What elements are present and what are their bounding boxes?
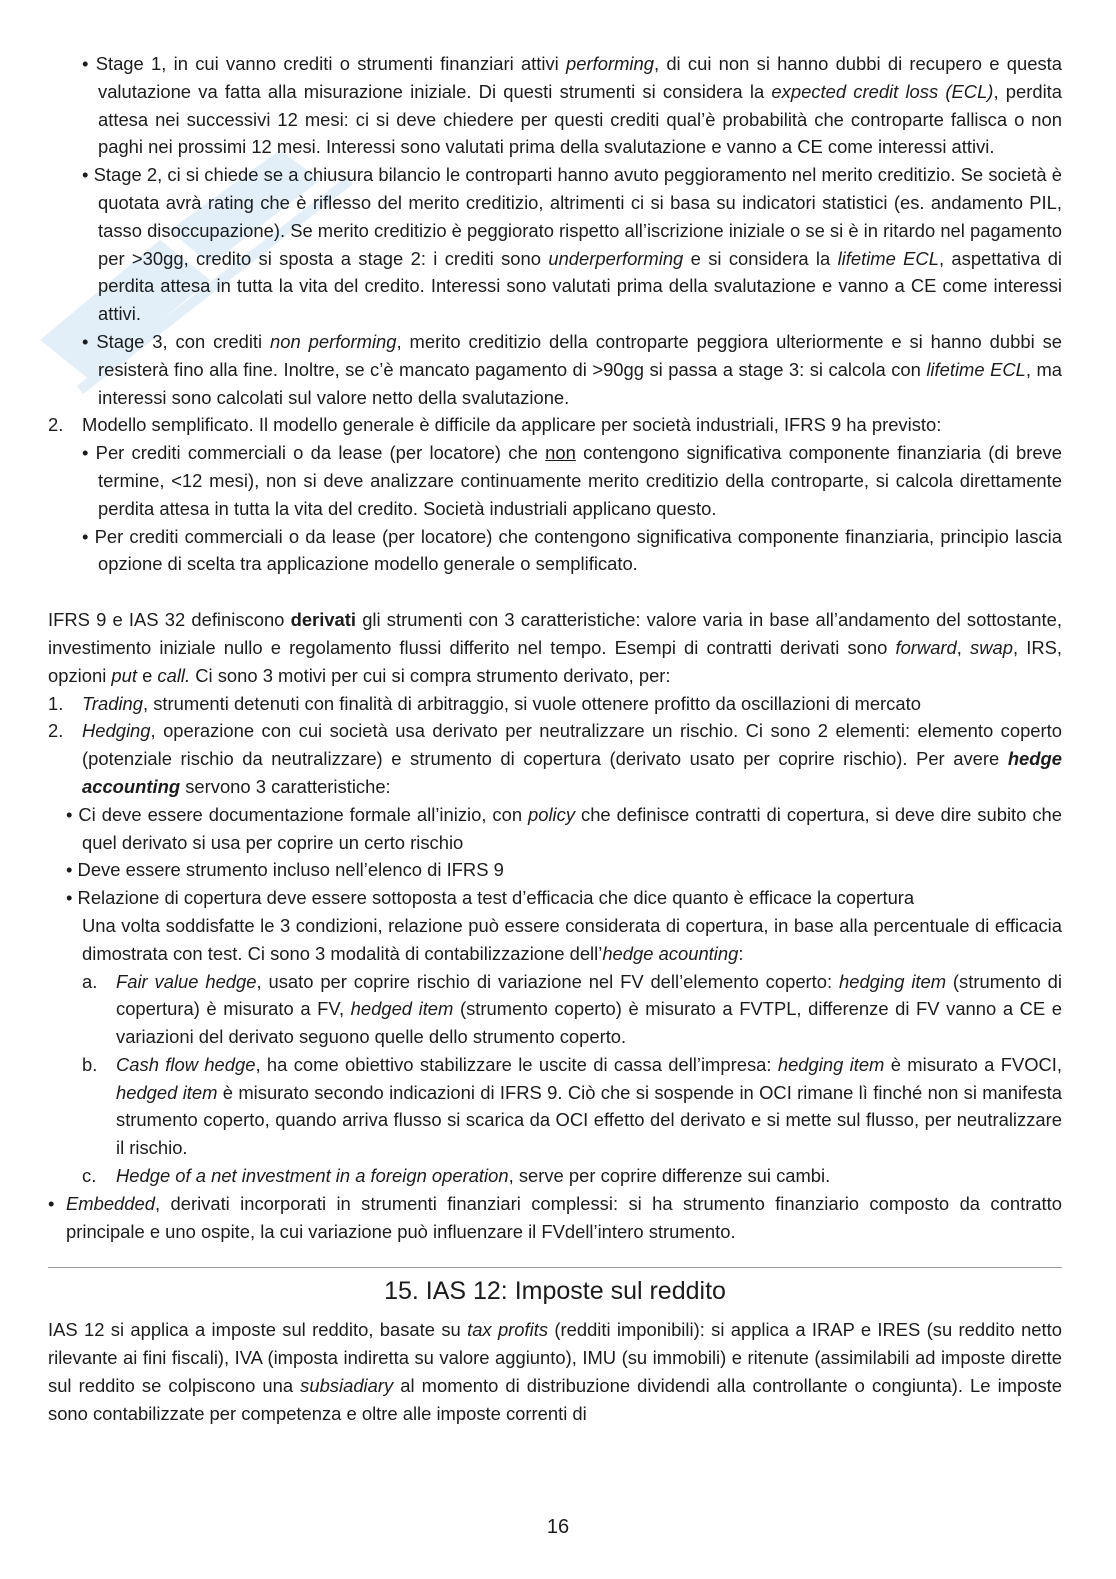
fair-value-hedge-item: a. Fair value hedge, usato per coprire rischio di variazione nel FV dell’elemento coperto: hedging item (strumento di copertura) è misurato a FV, hedged item (strumento coperto) è misurato a FVTPL, differenze di FV vanno a CE e variazioni del derivato seguono quelle dello strumento coperto. bbox=[82, 970, 1063, 1048]
condition-bullet-3: • Relazione di copertura deve essere sottoposta a test d’efficacia che dice quanto è efficace la copertura bbox=[66, 887, 915, 909]
section-heading: 15. IAS 12: Imposte sul reddito bbox=[384, 1277, 726, 1306]
ias12-paragraph: IAS 12 si applica a imposte sul reddito, basate su tax profits (redditi imponibili): si applica a IRAP e IRES (su reddito netto rilevante ai fini fiscali), IVA (imposta indiretta su valore aggiunto), IMU (su immobili) e ritenute (assimilabili ad imposte dirette sul reddito se colpiscono una subsiadiary al momento di distribuzione dividendi alla controllante o congiunta). Le imposte sono contabilizzate per competenza e oltre alle imposte correnti di bbox=[48, 1319, 1062, 1424]
net-investment-hedge-item: c. Hedge of a net investment in a foreign operation, serve per coprire differenze sui cambi. bbox=[82, 1165, 831, 1187]
condition-bullet-2: • Deve essere strumento incluso nell’elenco di IFRS 9 bbox=[66, 859, 504, 881]
condition-bullet-1: • Ci deve essere documentazione formale all’inizio, con policy che definisce contratti di copertura, si deve dire subito che quel derivato si usa per coprire un certo rischio bbox=[66, 803, 1062, 853]
page-number: 16 bbox=[546, 1516, 570, 1538]
cash-flow-hedge-item: b. Cash flow hedge, ha come obiettivo stabilizzare le uscite di cassa dell’impresa: hedging item è misurato a FVOCI, hedged item è misurato secondo indicazioni di IFRS 9. Ciò che si sospende in OCI rimane lì finché non si manifesta strumento coperto, quando arriva flusso si scarica da OCI effetto del derivato e si mette sul flusso, per neutralizzare il rischio. bbox=[82, 1053, 1063, 1159]
una-volta-paragraph: Una volta soddisfatte le 3 condizioni, relazione può essere considerata di copertura, in base alla percentuale di efficacia dimostrata con test. Ci sono 3 modalità di contabilizzazione dell’hedge acounting: bbox=[82, 914, 1062, 964]
embedded-bullet: • Embedded, derivati incorporati in strumenti finanziari complessi: si ha strumento finanziario composto da contratto principale e uno ospite, la cui variazione può influenzare il FVdell’intero strumento. bbox=[48, 1192, 1062, 1242]
semplificato-bullet-1: • Per crediti commerciali o da lease (per locatore) che non contengono significativa componente finanziaria (di breve termine, <12 mesi), non si deve analizzare continuamente merito creditizio della controparte, si calcola direttamente perdita attesa in tutta la vita del credito. Società industriali applicano questo. bbox=[82, 442, 1062, 519]
derivati-paragraph: IFRS 9 e IAS 32 definiscono derivati gli strumenti con 3 caratteristiche: valore varia in base all’andamento del sottostante, investimento iniziale nullo e regolamento flussi differito nel tempo. Esempi di contratti derivati sono forward, swap, IRS, opzioni put e call. Ci sono 3 motivi per cui si compra strumento derivato, per: bbox=[48, 609, 1062, 686]
hedging-item: 2. Hedging, operazione con cui società usa derivato per neutralizzare un rischio. Ci sono 2 elementi: elemento coperto (potenziale rischio da neutralizzare) e strumento di copertura (derivato usato per coprire rischio). Per avere hedge accounting servono 3 caratteristiche: bbox=[48, 720, 1062, 797]
section-divider bbox=[48, 1267, 1062, 1268]
document-page bbox=[48, 50, 1062, 1428]
stage1-bullet: • Stage 1, in cui vanno crediti o strumenti finanziari attivi performing, di cui non si hanno dubbi di recupero e questa valutazione va fatta alla misurazione iniziale. Di questi strumenti si considera la expected credit loss (ECL), perdita attesa nei successivi 12 mesi: ci si deve chiedere per questi crediti qual’è probabilità che controparte fallisca o non paghi nei prossimi 12 mesi. Interessi sono valutati prima della svalutazione e vanno a CE come interessi attivi. bbox=[82, 53, 1063, 158]
stage3-bullet: • Stage 3, con crediti non performing, merito creditizio della controparte peggiora ulteriormente e si hanno dubbi se resisterà fino alla fine. Inoltre, se c’è mancato pagamento di >90gg si passa a stage 3: si calcola con lifetime ECL, ma interessi sono calcolati sul valore netto della svalutazione. bbox=[82, 330, 1062, 408]
modello-semplificato: 2. Modello semplificato. Il modello generale è difficile da applicare per società industriali, IFRS 9 ha previsto: bbox=[48, 414, 942, 436]
semplificato-bullet-2: • Per crediti commerciali o da lease (per locatore) che contengono significativa componente finanziaria, principio lascia opzione di scelta tra applicazione modello generale o semplificato. bbox=[82, 525, 1062, 575]
stage2-bullet: • Stage 2, ci si chiede se a chiusura bilancio le controparti hanno avuto peggioramento nel merito creditizio. Se società è quotata avrà rating che è riflesso del merito creditizio, altrimenti ci si basa su indicatori statistici (es. andamento PIL, tasso disoccupazione). Se merito creditizio è peggiorato rispetto all’iscrizione iniziale o se si è in ritardo nel pagamento per >30gg, credito si sposta a stage 2: i crediti sono underperforming e si considera la lifetime ECL, aspettativa di perdita attesa in tutta la vita del credito. Interessi sono valutati prima della svalutazione e vanno a CE come interessi attivi. bbox=[82, 164, 1063, 325]
trading-item: 1. Trading, strumenti detenuti con finalità di arbitraggio, si vuole ottenere profitto da oscillazioni di mercato bbox=[48, 692, 921, 714]
